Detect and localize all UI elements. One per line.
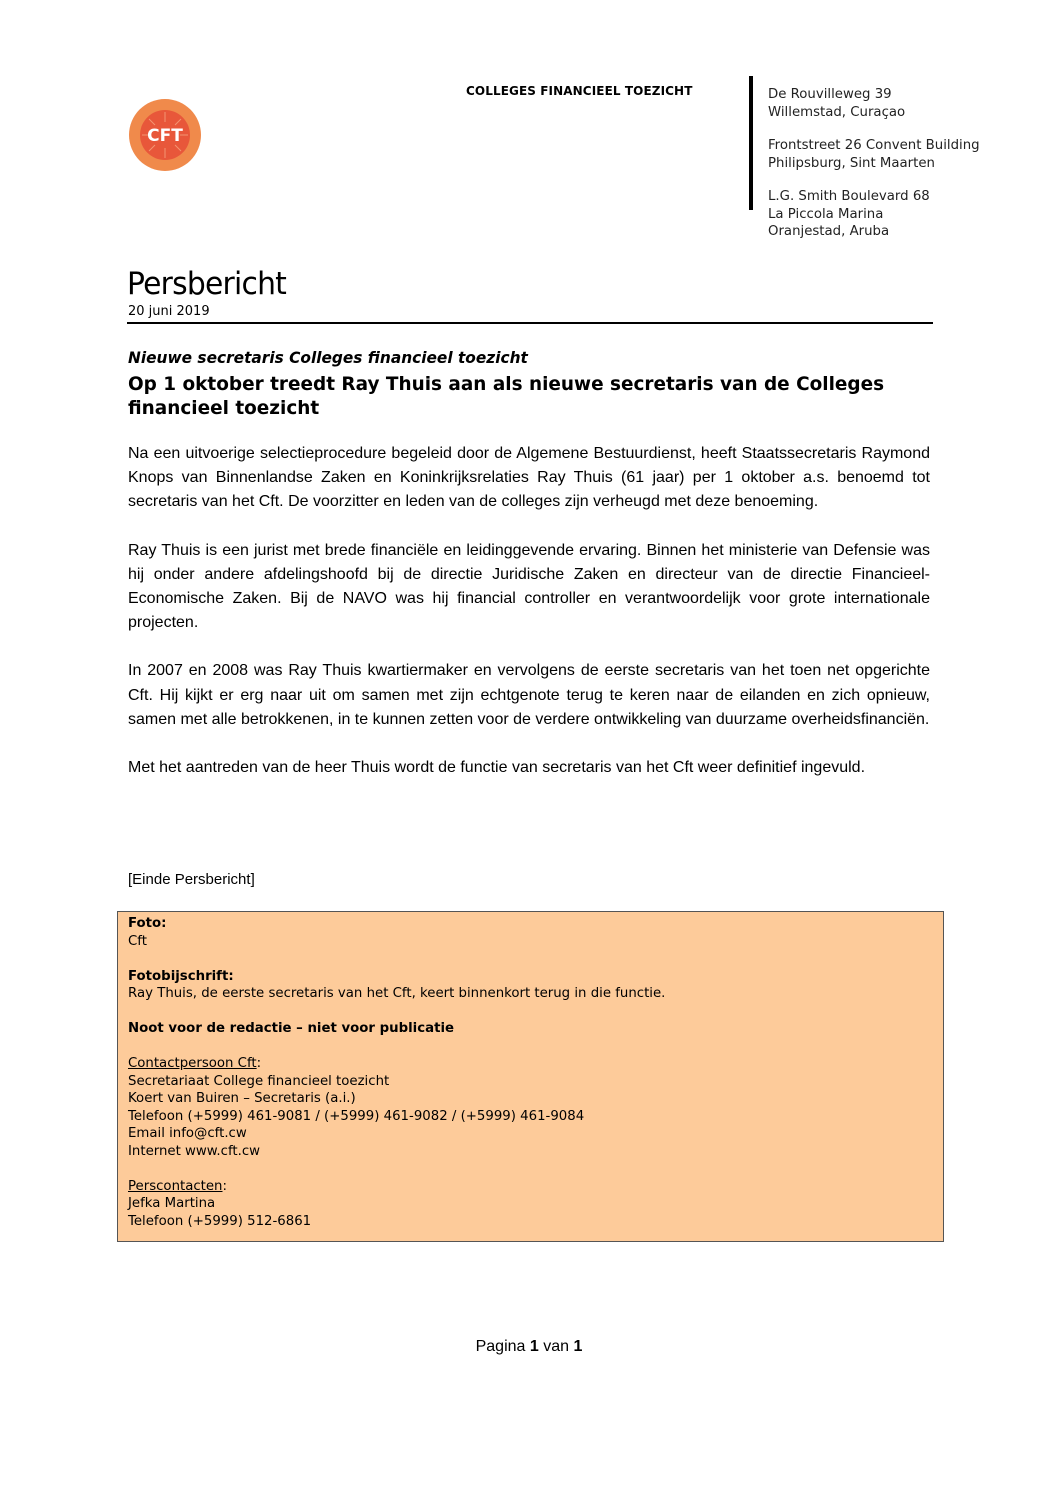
contact-email[interactable]: Email info@cft.cw [128, 1126, 247, 1141]
paragraph: Ray Thuis is een jurist met brede financiële en leidinggevende ervaring. Binnen het ministerie van Defensie was hij onder andere afdelingshoofd bij de directie Juridische Zaken en directeur van de directie Financieel-Economische Zaken. Bij de NAVO was hij financial controller en verantwoordelijk voor grote internationale projecten. [128, 541, 930, 632]
editorial-info-box [117, 911, 944, 1242]
logo-text: CFT [147, 126, 183, 146]
document-headline: Op 1 oktober treedt Ray Thuis aan als nieuwe secretaris van de Colleges financieel toezicht [128, 373, 885, 419]
contact-line: Secretariaat College financieel toezicht [128, 1073, 390, 1089]
current-page-number: 1 [529, 1338, 539, 1355]
document-title: Persbericht [127, 266, 287, 302]
document-date: 20 juni 2019 [128, 304, 210, 319]
paragraph: Met het aantreden van de heer Thuis wordt de functie van secretaris van het Cft weer definitief ingevuld. [128, 759, 866, 777]
editorial-note-label: Noot voor de redactie – niet voor publicatie [128, 1021, 455, 1036]
address-aruba [768, 188, 980, 241]
caption-label: Fotobijschrift: [128, 968, 234, 984]
contact-label: Contactpersoon Cft [128, 1056, 257, 1071]
cft-logo-graphic [128, 98, 202, 172]
address-list [768, 86, 980, 257]
foto-label: Foto: [128, 916, 167, 931]
address-line: Philipsburg, Sint Maarten [768, 155, 935, 171]
total-page-count: 1 [573, 1338, 583, 1355]
page-separator: van [543, 1338, 570, 1355]
title-rule [127, 322, 933, 324]
end-note: [Einde Persbericht] [128, 871, 255, 888]
cft-logo [128, 98, 202, 172]
press-heading: Perscontacten: [128, 1178, 227, 1194]
address-line: La Piccola Marina [768, 206, 884, 222]
address-line: L.G. Smith Boulevard 68 [768, 189, 930, 204]
contact-heading: Contactpersoon Cft: [128, 1056, 262, 1071]
address-line: Oranjestad, Aruba [768, 224, 890, 239]
page-prefix: Pagina [475, 1338, 526, 1355]
address-sint-maarten [768, 137, 980, 172]
foto-value: Cft [128, 933, 147, 949]
paragraph: Na een uitvoerige selectieprocedure begeleid door de Algemene Bestuurdienst, heeft Staatssecretaris Raymond Knops van Binnenlandse Zaken en Koninkrijksrelaties Ray Thuis (61 jaar) per 1 oktober a.s. benoemd tot secretaris van het Cft. De voorzitter en leden van de colleges zijn verheugd met deze benoeming. [128, 445, 930, 511]
organization-name: COLLEGES FINANCIEEL TOEZICHT [466, 84, 693, 98]
press-contact-phone: Telefoon (+5999) 512-6861 [128, 1213, 312, 1229]
contact-website[interactable]: Internet www.cft.cw [128, 1143, 261, 1159]
press-label: Perscontacten [128, 1178, 223, 1194]
address-curacao [768, 86, 980, 121]
header-divider [749, 76, 753, 210]
contact-line: Koert van Buiren – Secretaris (a.i.) [128, 1091, 356, 1106]
caption-value: Ray Thuis, de eerste secretaris van het Cft, keert binnenkort terug in die functie. [128, 986, 666, 1001]
address-line: De Rouvilleweg 39 [768, 87, 892, 102]
press-contact-name: Jefka Martina [128, 1196, 216, 1211]
address-line: Willemstad, Curaçao [768, 104, 906, 120]
paragraph: In 2007 en 2008 was Ray Thuis kwartiermaker en vervolgens de eerste secretaris van het toen net opgerichte Cft. Hij kijkt er erg naar uit om samen met zijn echtgenote terug te keren naar de eilanden en zich opnieuw, samen met alle betrokkenen, in te kunnen zetten voor de verdere ontwikkeling van duurzame overheidsfinanciën. [128, 662, 930, 728]
contact-phone: Telefoon (+5999) 461-9081 / (+5999) 461-9082 / (+5999) 461-9084 [128, 1108, 585, 1124]
page-footer [0, 1338, 1058, 1356]
document-subtitle: Nieuwe secretaris Colleges financieel toezicht [128, 348, 528, 367]
address-line: Frontstreet 26 Convent Building [768, 138, 980, 153]
press-release-body [128, 442, 930, 804]
